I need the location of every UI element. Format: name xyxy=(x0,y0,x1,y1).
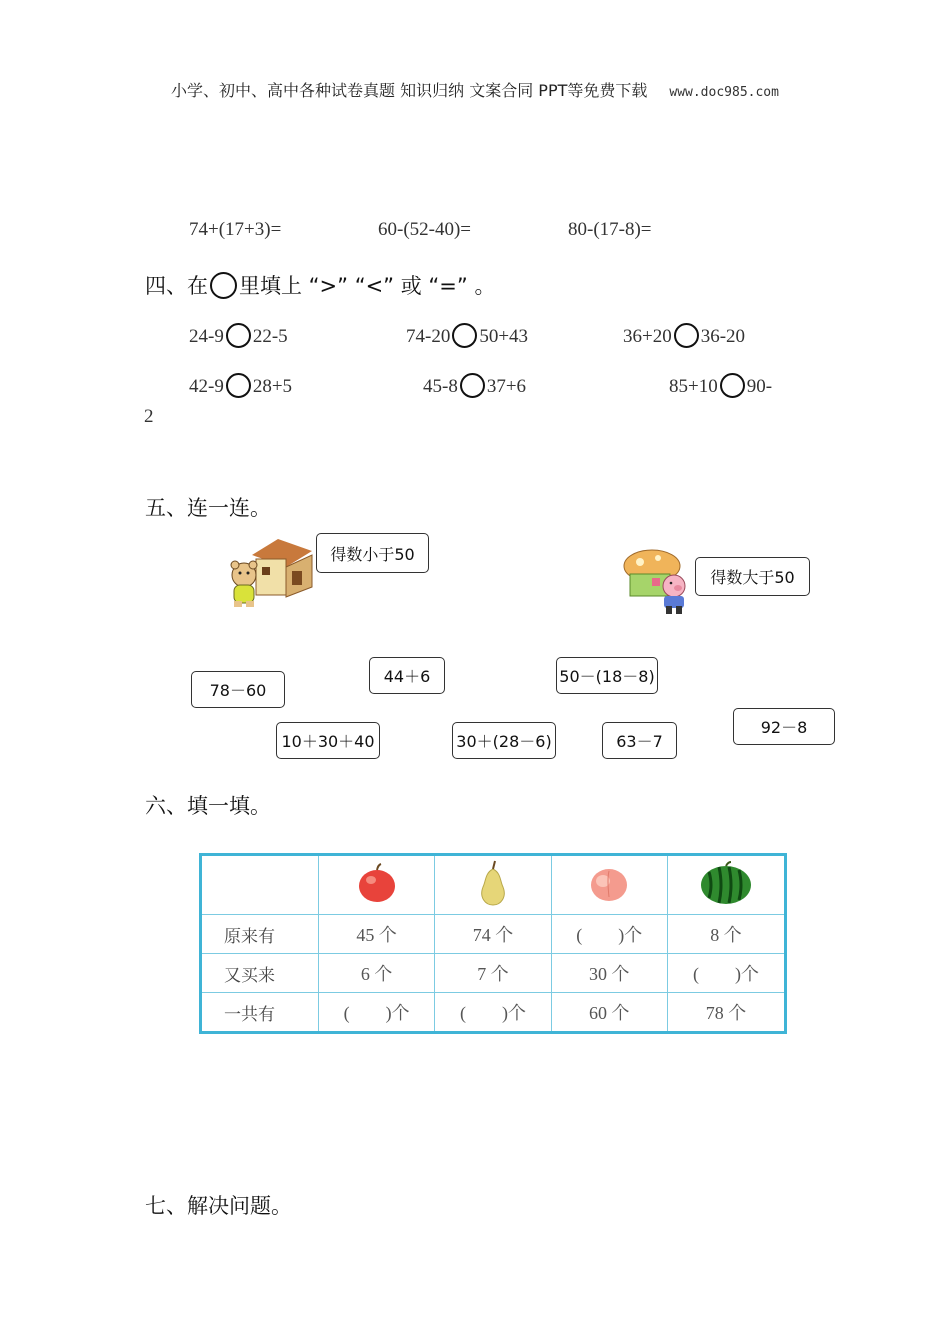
expr-card[interactable]: 30＋(28－6) xyxy=(452,722,556,759)
row-label: 一共有 xyxy=(201,993,319,1033)
table-cell: 45 个 xyxy=(319,915,435,954)
table-cell: 8 个 xyxy=(667,915,785,954)
compare-circle[interactable] xyxy=(452,323,477,348)
target-less-than-50[interactable]: 得数小于50 xyxy=(316,533,429,573)
answer-cell[interactable]: ( )个 xyxy=(667,954,785,993)
compare-item xyxy=(406,323,528,348)
compare-circle[interactable] xyxy=(720,373,745,398)
fruit-cell xyxy=(435,855,551,915)
compare-circle[interactable] xyxy=(226,323,251,348)
expr-card[interactable]: 44＋6 xyxy=(369,657,445,694)
row-label: 又买来 xyxy=(201,954,319,993)
peach-icon xyxy=(587,863,631,903)
expr-card[interactable]: 10＋30＋40 xyxy=(276,722,380,759)
page-header xyxy=(0,78,950,101)
compare-item xyxy=(189,323,288,348)
compare-left: 85+10 xyxy=(669,376,718,397)
answer-cell[interactable]: ( )个 xyxy=(319,993,435,1033)
bear-house-icon xyxy=(222,535,316,613)
compare-right: 22-5 xyxy=(252,326,288,347)
expr-card[interactable]: 50－(18－8) xyxy=(556,657,658,694)
section-5-title: 五、连一连。 xyxy=(145,496,271,520)
answer-cell[interactable]: ( )个 xyxy=(435,993,551,1033)
fruit-header-row xyxy=(201,855,786,915)
corner-cell xyxy=(201,855,319,915)
pear-icon xyxy=(473,859,513,907)
compare-circle[interactable] xyxy=(226,373,251,398)
compare-item xyxy=(189,373,292,398)
compare-right: 90- xyxy=(746,376,773,397)
table-cell: 6 个 xyxy=(319,954,435,993)
table-cell: 74 个 xyxy=(435,915,551,954)
expr-card[interactable]: 63－7 xyxy=(602,722,677,759)
fruit-cell xyxy=(551,855,667,915)
compare-left: 42-9 xyxy=(189,376,224,397)
section-4-title-post: 里填上 “>” “<” 或 “=” 。 xyxy=(239,274,496,298)
compare-right: 28+5 xyxy=(252,376,293,397)
header-text: 小学、初中、高中各种试卷真题 知识归纳 文案合同 PPT等免费下载 xyxy=(171,81,648,100)
compare-right: 50+43 xyxy=(479,326,529,347)
section-7-title: 七、解决问题。 xyxy=(145,1194,292,1218)
calc-1: 74+(17+3)= xyxy=(189,219,282,240)
circle-icon xyxy=(210,272,237,299)
table-row xyxy=(201,915,786,954)
compare-left: 24-9 xyxy=(189,326,224,347)
table-cell: 78 个 xyxy=(667,993,785,1033)
table-row xyxy=(201,954,786,993)
calc-2: 60-(52-40)= xyxy=(378,219,472,240)
fruit-cell xyxy=(667,855,785,915)
table-cell: 30 个 xyxy=(551,954,667,993)
compare-left: 36+20 xyxy=(623,326,672,347)
compare-right: 36-20 xyxy=(700,326,746,347)
compare-circle[interactable] xyxy=(460,373,485,398)
compare-left: 45-8 xyxy=(423,376,458,397)
fruit-table xyxy=(199,853,787,1034)
expr-card[interactable]: 78－60 xyxy=(191,671,285,708)
answer-cell[interactable]: ( )个 xyxy=(551,915,667,954)
fruit-cell xyxy=(319,855,435,915)
wrap-text: 2 xyxy=(144,406,154,427)
apple-icon xyxy=(355,862,399,904)
compare-circle[interactable] xyxy=(674,323,699,348)
row-label: 原来有 xyxy=(201,915,319,954)
compare-item xyxy=(669,373,772,398)
calc-3: 80-(17-8)= xyxy=(568,219,652,240)
table-cell: 7 个 xyxy=(435,954,551,993)
table-cell: 60 个 xyxy=(551,993,667,1033)
watermelon-icon xyxy=(699,860,753,906)
header-site[interactable]: www.doc985.com xyxy=(669,85,779,100)
compare-item xyxy=(423,373,526,398)
section-6-title: 六、填一填。 xyxy=(145,794,271,818)
section-4-title-pre: 四、在 xyxy=(145,274,208,298)
compare-right: 37+6 xyxy=(486,376,527,397)
compare-item xyxy=(623,323,745,348)
target-greater-than-50[interactable]: 得数大于50 xyxy=(695,557,810,596)
compare-left: 74-20 xyxy=(406,326,451,347)
section-4-title xyxy=(145,270,495,300)
table-row xyxy=(201,993,786,1033)
pig-house-icon xyxy=(622,548,694,616)
expr-card[interactable]: 92－8 xyxy=(733,708,835,745)
